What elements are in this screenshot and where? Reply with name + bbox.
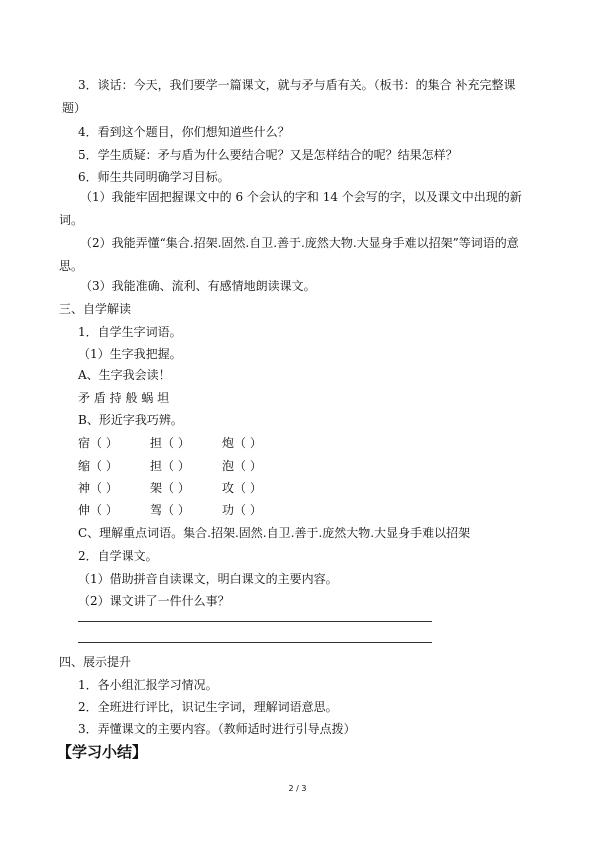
- answer-line: [78, 642, 432, 643]
- self-study-words: 1．自学生字词语。: [78, 325, 182, 339]
- goal-1: （1）我能牢固把握课文中的 6 个会认的字和 14 个会写的字，以及课文中出现的新词。: [59, 190, 522, 227]
- goal-3: （3）我能准确、流利、有感情地朗读课文。: [80, 279, 316, 293]
- what-happened-question: （2）课文讲了一件什么事？: [78, 594, 230, 608]
- page-number: 2 / 3: [288, 784, 307, 793]
- similar-characters-label: B、形近字我巧辨。: [78, 413, 183, 427]
- grid-cell: 功（ ）: [222, 503, 262, 517]
- step-5: 5．学生质疑：矛与盾为什么要结合呢？又是怎样结合的呢？结果怎样？: [78, 148, 458, 162]
- section-4-heading: 四、展示提升: [59, 655, 132, 669]
- step-4: 4．看到这个题目，你们想知道些什么？: [78, 125, 290, 139]
- grid-cell: 缩（ ）: [78, 459, 118, 473]
- self-study-text: 2．自学课文。: [78, 549, 158, 563]
- answer-line: [78, 621, 432, 622]
- group-report: 1．各小组汇报学习情况。: [78, 678, 218, 692]
- grid-cell: 驾（ ）: [150, 503, 190, 517]
- grid-cell: 担（ ）: [150, 459, 190, 473]
- key-words-label: C、理解重点词语。集合.招架.固然.自卫.善于.庞然大物.大显身手难以招架: [78, 526, 471, 540]
- grid-cell: 伸（ ）: [78, 503, 118, 517]
- grid-cell: 神（ ）: [78, 481, 118, 495]
- characters-to-read: 矛 盾 持 般 蜗 坦: [78, 391, 170, 405]
- grid-cell: 炮（ ）: [222, 436, 262, 450]
- goal-2: （2）我能弄懂“集合.招架.固然.自卫.善于.庞然大物.大显身手难以招架”等词语的意思。: [59, 236, 519, 273]
- understand-main-content: 3．弄懂课文的主要内容。（教师适时进行引导点拨）: [78, 722, 356, 736]
- grid-cell: 宿（ ）: [78, 436, 118, 450]
- step-3-talk: 3．谈话：今天，我们要学一篇课文，就与矛与盾有关。（板书：的集合 补充完整课题）: [62, 78, 516, 115]
- master-characters: （1）生字我把握。: [78, 347, 182, 361]
- step-6: 6．师生共同明确学习目标。: [78, 170, 230, 184]
- section-3-heading: 三、自学解读: [59, 302, 132, 316]
- read-with-pinyin: （1）借助拼音自读课文，明白课文的主要内容。: [78, 572, 338, 586]
- class-evaluation: 2．全班进行评比，识记生字词，理解词语意思。: [78, 700, 338, 714]
- learning-summary-heading: 【学习小结】: [57, 743, 148, 761]
- grid-cell: 架（ ）: [150, 481, 190, 495]
- read-characters-label: A、生字我会读！: [78, 368, 171, 382]
- grid-cell: 担（ ）: [150, 436, 190, 450]
- grid-cell: 攻（ ）: [222, 481, 262, 495]
- grid-cell: 泡（ ）: [222, 459, 262, 473]
